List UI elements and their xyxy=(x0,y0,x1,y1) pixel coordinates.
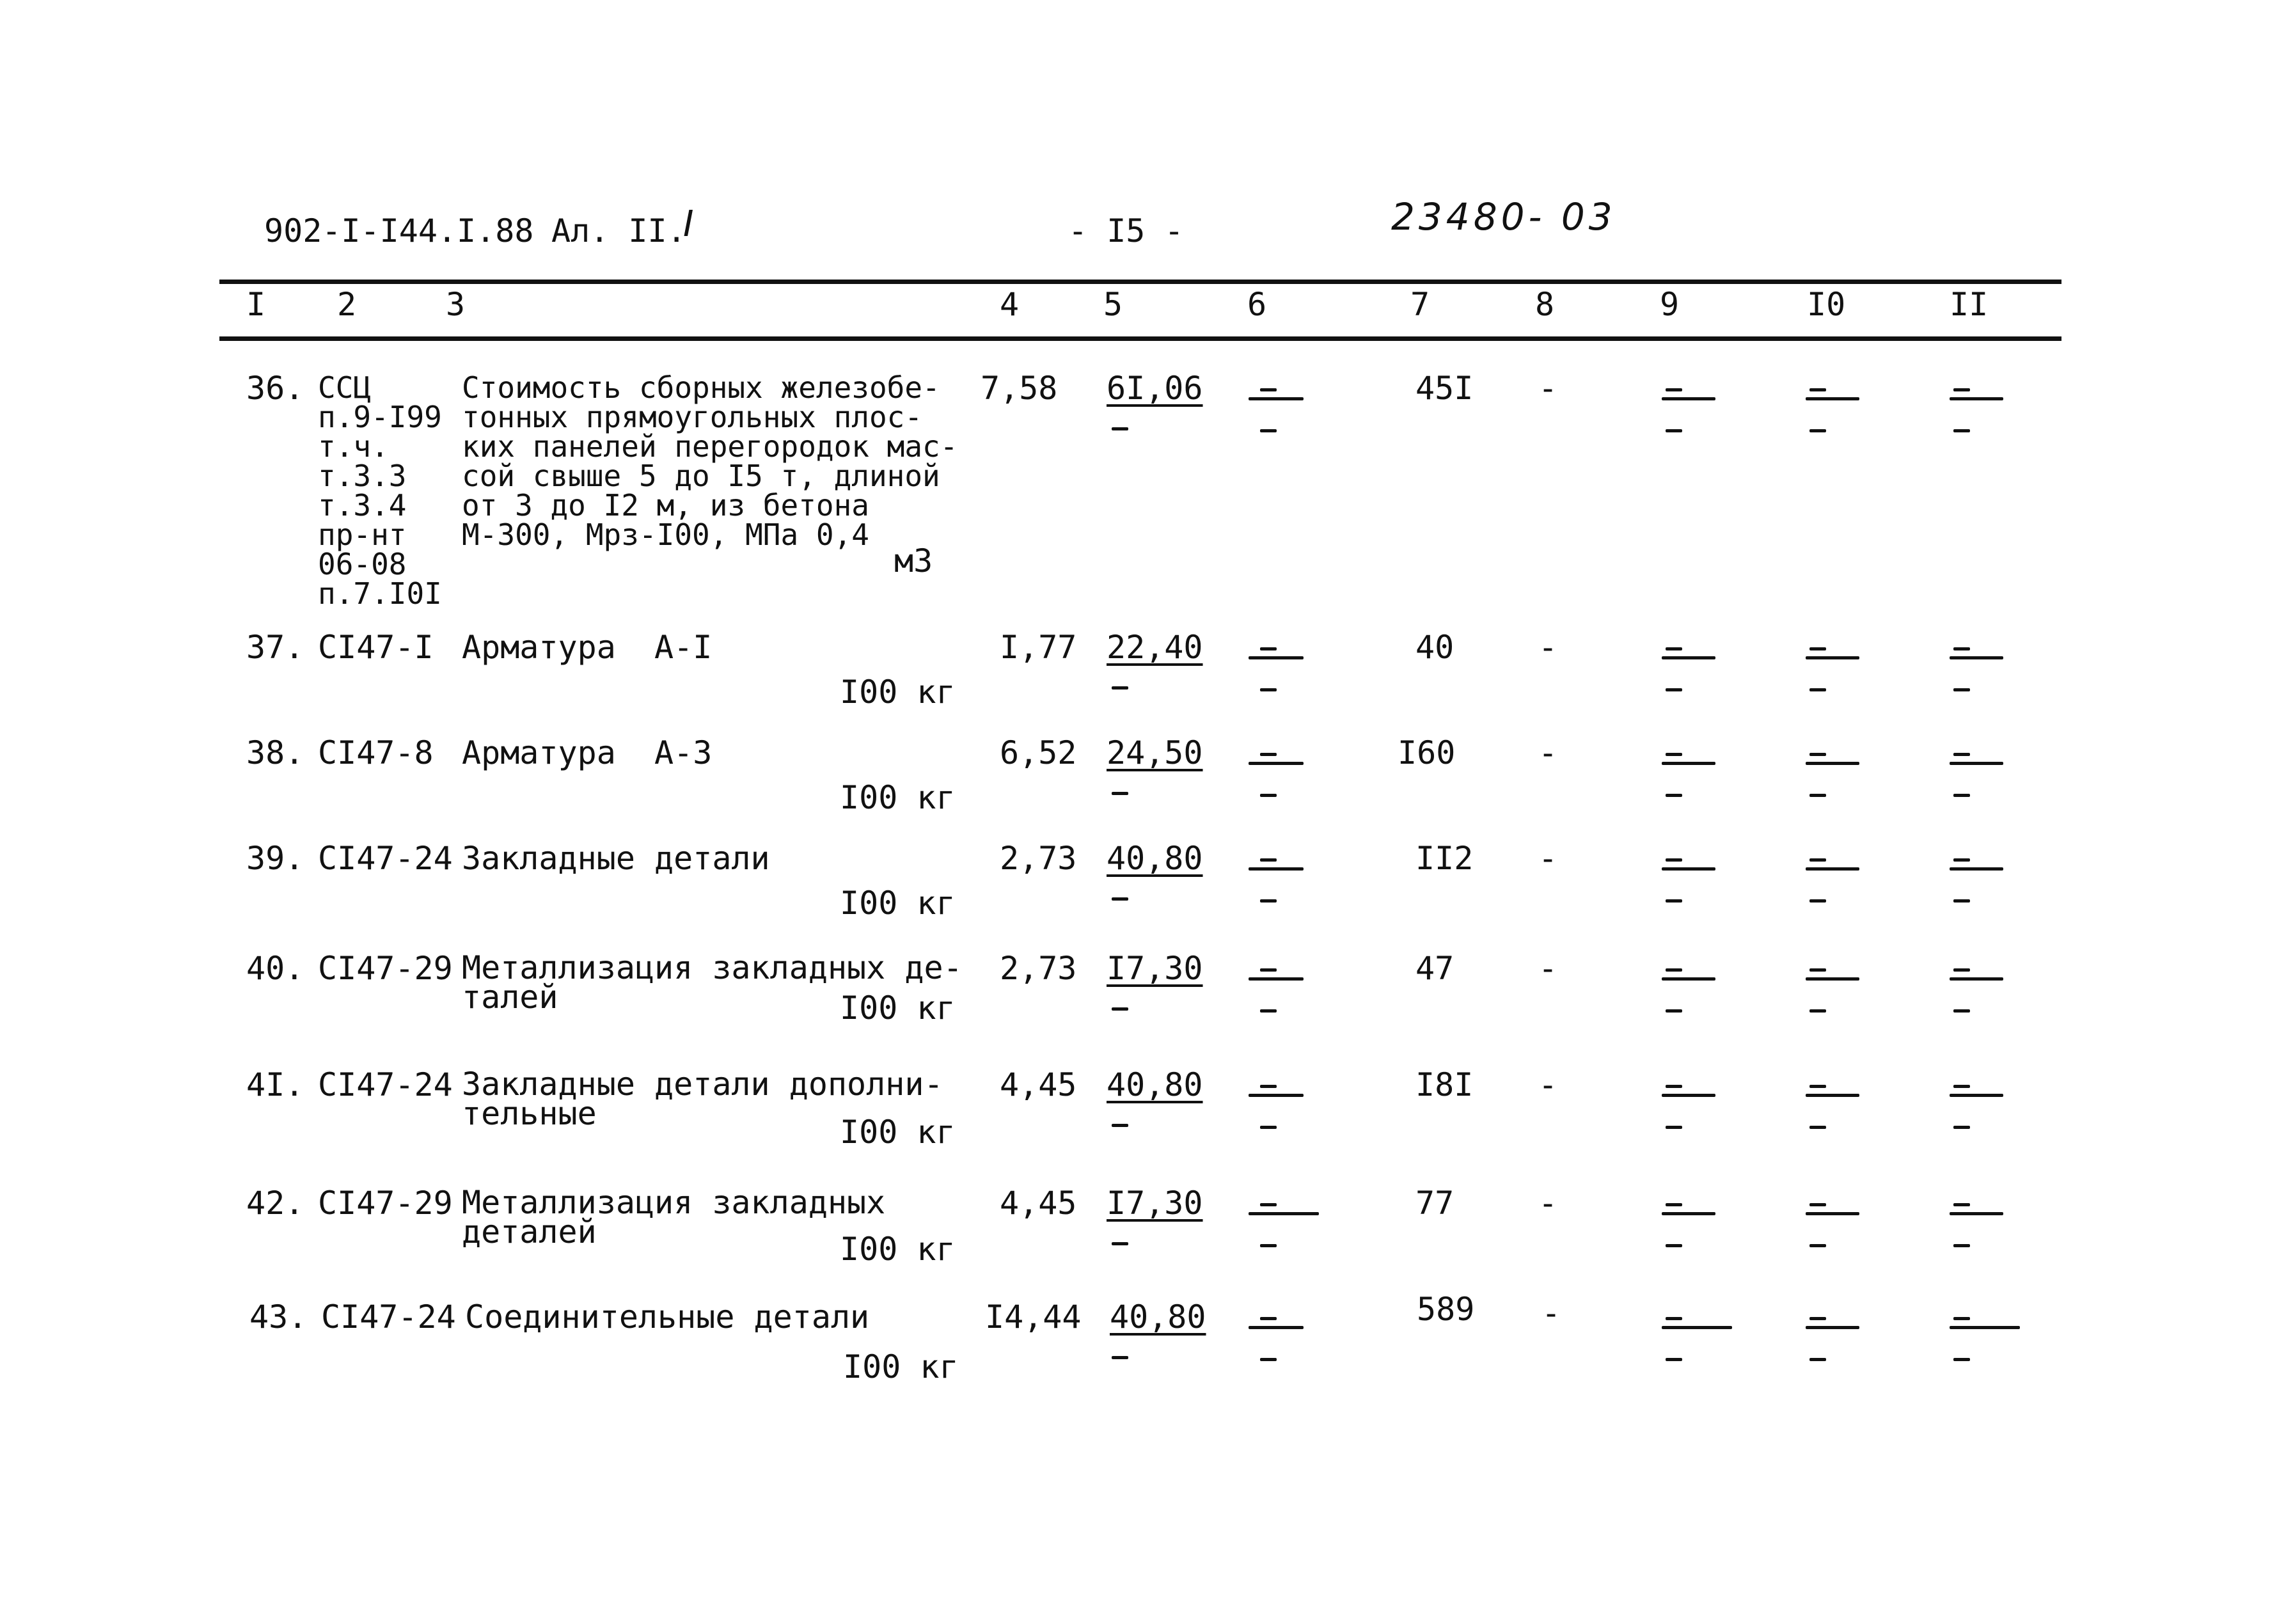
col-6-empty-dash xyxy=(1260,1009,1277,1013)
price-reference: CI47-I xyxy=(318,629,434,666)
price-reference: CI47-24 xyxy=(321,1298,456,1336)
col-10-empty-underline xyxy=(1806,397,1859,400)
column-header: 2 xyxy=(337,286,357,323)
unit: I00 кг xyxy=(840,1114,956,1151)
col-10-empty-underline xyxy=(1806,1094,1859,1097)
col-10-empty-dash xyxy=(1809,753,1826,756)
col-11-empty-dash xyxy=(1953,1358,1970,1361)
total-cost: 77 xyxy=(1415,1185,1454,1222)
row-number: 40. xyxy=(246,950,304,987)
col-10-empty-dash xyxy=(1809,1203,1826,1206)
column-header: 8 xyxy=(1535,286,1555,323)
unit: I00 кг xyxy=(840,779,956,816)
col-10-empty-dash xyxy=(1809,1244,1826,1247)
column-header: I xyxy=(246,286,266,323)
work-description: Закладные детали xyxy=(462,840,770,877)
row-number: 37. xyxy=(246,629,304,666)
quantity: 6,52 xyxy=(1000,734,1077,771)
col-9-empty-dash xyxy=(1666,858,1682,862)
col-9-empty-underline xyxy=(1662,977,1715,981)
quantity: 2,73 xyxy=(1000,840,1077,877)
col-11-empty-underline xyxy=(1950,1212,2003,1215)
col-5-empty-dash xyxy=(1112,686,1128,690)
col-5-empty-dash xyxy=(1112,427,1128,430)
col-11-empty-underline xyxy=(1950,1094,2003,1097)
col-10-empty-dash xyxy=(1809,968,1826,972)
col-6-empty-dash xyxy=(1260,968,1277,972)
album-number: Ал. II. xyxy=(551,212,686,249)
quantity: I,77 xyxy=(1000,629,1077,666)
col-6-empty-dash xyxy=(1260,794,1277,797)
col-6-empty-dash xyxy=(1260,1203,1277,1206)
work-description: Металлизация закладных деталей xyxy=(462,1184,886,1250)
col-9-empty-underline xyxy=(1662,397,1715,400)
col-10-empty-underline xyxy=(1806,762,1859,765)
col-9-empty-underline xyxy=(1662,656,1715,659)
row-number: 42. xyxy=(246,1185,304,1222)
column-header: 3 xyxy=(446,286,466,323)
unit-cost: I7,30 xyxy=(1107,1185,1203,1222)
work-description: Закладные детали дополни- тельные xyxy=(462,1066,943,1132)
col-10-empty-dash xyxy=(1809,858,1826,862)
column-header: II xyxy=(1950,286,1989,323)
col-5-empty-dash xyxy=(1112,792,1128,795)
col-9-empty-dash xyxy=(1666,753,1682,756)
col-5-empty-dash xyxy=(1112,1007,1128,1011)
handwritten-document-number: 23480- 03 xyxy=(1391,195,1616,239)
col-6-empty-dash xyxy=(1260,647,1277,650)
col-6-empty-dash xyxy=(1260,388,1277,391)
col-9-empty-dash xyxy=(1666,899,1682,903)
unit: I00 кг xyxy=(843,1348,959,1385)
unit: I00 кг xyxy=(840,1231,956,1268)
row-number: 38. xyxy=(246,734,304,771)
unit: I00 кг xyxy=(840,885,956,922)
price-reference: CI47-29 xyxy=(318,950,453,987)
col-10-empty-dash xyxy=(1809,1317,1826,1320)
col-9-empty-dash xyxy=(1666,1009,1682,1013)
col-9-empty-underline xyxy=(1662,1326,1732,1329)
col-8-dash: - xyxy=(1541,1295,1561,1332)
col-8-dash: - xyxy=(1538,629,1558,666)
col-9-empty-dash xyxy=(1666,388,1682,391)
quantity: 7,58 xyxy=(981,370,1058,407)
col-11-empty-dash xyxy=(1953,1244,1970,1247)
quantity: 4,45 xyxy=(1000,1185,1077,1222)
col-10-empty-dash xyxy=(1809,647,1826,650)
total-cost: 40 xyxy=(1415,629,1454,666)
price-reference: CI47-24 xyxy=(318,1066,453,1103)
unit-cost: 40,80 xyxy=(1107,840,1203,877)
col-9-empty-underline xyxy=(1662,1212,1715,1215)
col-5-empty-dash xyxy=(1112,897,1128,901)
col-10-empty-dash xyxy=(1809,1358,1826,1361)
col-8-dash: - xyxy=(1538,950,1558,987)
col-10-empty-dash xyxy=(1809,688,1826,691)
price-reference: CI47-24 xyxy=(318,840,453,877)
col-8-dash: - xyxy=(1538,1066,1558,1103)
col-6-empty-underline xyxy=(1249,867,1304,871)
col-11-empty-underline xyxy=(1950,1326,2020,1329)
col-9-empty-dash xyxy=(1666,1317,1682,1320)
page-number: - I5 - xyxy=(1068,212,1184,249)
document-code: 902-I-I44.I.88 xyxy=(264,212,534,249)
unit-cost: 24,50 xyxy=(1107,734,1203,771)
col-11-empty-underline xyxy=(1950,762,2003,765)
col-9-empty-underline xyxy=(1662,762,1715,765)
col-5-empty-dash xyxy=(1112,1124,1128,1127)
col-11-empty-dash xyxy=(1953,688,1970,691)
col-6-empty-dash xyxy=(1260,899,1277,903)
col-6-empty-dash xyxy=(1260,1126,1277,1129)
unit-cost: 40,80 xyxy=(1107,1066,1203,1103)
col-9-empty-dash xyxy=(1666,968,1682,972)
unit: I00 кг xyxy=(840,674,956,711)
total-cost: I8I xyxy=(1415,1066,1474,1103)
col-11-empty-underline xyxy=(1950,656,2003,659)
col-6-empty-underline xyxy=(1249,1094,1304,1097)
total-cost: I60 xyxy=(1398,734,1456,771)
col-11-empty-underline xyxy=(1950,867,2003,871)
col-10-empty-dash xyxy=(1809,1085,1826,1088)
col-6-empty-dash xyxy=(1260,1085,1277,1088)
col-9-empty-dash xyxy=(1666,794,1682,797)
column-header: 5 xyxy=(1103,286,1123,323)
col-6-empty-dash xyxy=(1260,858,1277,862)
col-11-empty-dash xyxy=(1953,1085,1970,1088)
col-10-empty-dash xyxy=(1809,1126,1826,1129)
col-9-empty-dash xyxy=(1666,647,1682,650)
col-6-empty-dash xyxy=(1260,1358,1277,1361)
col-11-empty-dash xyxy=(1953,753,1970,756)
col-6-empty-underline xyxy=(1249,397,1304,400)
col-6-empty-dash xyxy=(1260,429,1277,432)
unit: м3 xyxy=(894,542,933,579)
album-handwritten-mark: I xyxy=(683,203,698,245)
col-10-empty-dash xyxy=(1809,899,1826,903)
col-10-empty-underline xyxy=(1806,1212,1859,1215)
col-11-empty-dash xyxy=(1953,1317,1970,1320)
col-9-empty-underline xyxy=(1662,867,1715,871)
col-11-empty-dash xyxy=(1953,899,1970,903)
col-10-empty-underline xyxy=(1806,1326,1859,1329)
col-9-empty-underline xyxy=(1662,1094,1715,1097)
unit-cost: 6I,06 xyxy=(1107,370,1203,407)
table-top-rule xyxy=(219,280,2061,284)
col-10-empty-underline xyxy=(1806,977,1859,981)
col-11-empty-dash xyxy=(1953,858,1970,862)
row-number: 36. xyxy=(246,370,304,407)
col-11-empty-dash xyxy=(1953,794,1970,797)
price-reference: ССЦ п.9-I99 т.ч. т.3.3 т.3.4 пр-нт 06-08 п.7.I0I xyxy=(318,370,442,611)
column-header: 4 xyxy=(1000,286,1020,323)
row-number: 43. xyxy=(249,1298,308,1336)
total-cost: 589 xyxy=(1417,1291,1475,1328)
col-8-dash: - xyxy=(1538,734,1558,771)
col-11-empty-dash xyxy=(1953,647,1970,650)
col-8-dash: - xyxy=(1538,840,1558,877)
col-8-dash: - xyxy=(1538,1185,1558,1222)
col-6-empty-underline xyxy=(1249,762,1304,765)
col-6-empty-underline xyxy=(1249,977,1304,981)
col-6-empty-underline xyxy=(1249,656,1304,659)
table-header-bottom-rule xyxy=(219,336,2061,341)
col-11-empty-dash xyxy=(1953,388,1970,391)
col-10-empty-dash xyxy=(1809,388,1826,391)
work-description: Стоимость сборных железобе- тонных прямоугольных плос- ких панелей перегородок мас- сой свыше 5 до I5 т, длиной от 3 до I2 м, из бетона М-300, Мрз-I00, МПа 0,4 xyxy=(462,370,958,552)
column-header: 9 xyxy=(1660,286,1680,323)
col-5-empty-dash xyxy=(1112,1356,1128,1359)
column-header: 6 xyxy=(1247,286,1267,323)
col-10-empty-underline xyxy=(1806,867,1859,871)
unit-cost: 40,80 xyxy=(1110,1298,1206,1336)
column-header: 7 xyxy=(1410,286,1430,323)
col-9-empty-dash xyxy=(1666,1358,1682,1361)
col-10-empty-dash xyxy=(1809,429,1826,432)
total-cost: 47 xyxy=(1415,950,1454,987)
col-9-empty-dash xyxy=(1666,1203,1682,1206)
work-description: Арматура А-3 xyxy=(462,734,713,771)
quantity: I4,44 xyxy=(985,1298,1082,1336)
row-number: 39. xyxy=(246,840,304,877)
unit: I00 кг xyxy=(840,989,956,1027)
quantity: 2,73 xyxy=(1000,950,1077,987)
col-11-empty-underline xyxy=(1950,977,2003,981)
col-10-empty-underline xyxy=(1806,656,1859,659)
total-cost: 45I xyxy=(1415,370,1474,407)
col-6-empty-dash xyxy=(1260,1244,1277,1247)
col-6-empty-dash xyxy=(1260,753,1277,756)
col-9-empty-dash xyxy=(1666,429,1682,432)
col-11-empty-dash xyxy=(1953,429,1970,432)
total-cost: II2 xyxy=(1415,840,1474,877)
col-10-empty-dash xyxy=(1809,794,1826,797)
price-reference: CI47-8 xyxy=(318,734,434,771)
col-9-empty-dash xyxy=(1666,1126,1682,1129)
quantity: 4,45 xyxy=(1000,1066,1077,1103)
col-11-empty-underline xyxy=(1950,397,2003,400)
col-10-empty-dash xyxy=(1809,1009,1826,1013)
col-9-empty-dash xyxy=(1666,688,1682,691)
col-11-empty-dash xyxy=(1953,968,1970,972)
work-description: Арматура А-I xyxy=(462,629,713,666)
price-reference: CI47-29 xyxy=(318,1185,453,1222)
col-11-empty-dash xyxy=(1953,1203,1970,1206)
col-11-empty-dash xyxy=(1953,1009,1970,1013)
col-11-empty-dash xyxy=(1953,1126,1970,1129)
row-number: 4I. xyxy=(246,1066,304,1103)
unit-cost: 22,40 xyxy=(1107,629,1203,666)
col-6-empty-dash xyxy=(1260,688,1277,691)
col-6-empty-dash xyxy=(1260,1317,1277,1320)
work-description: Соединительные детали xyxy=(465,1298,870,1336)
col-9-empty-dash xyxy=(1666,1244,1682,1247)
col-6-empty-underline xyxy=(1249,1326,1304,1329)
unit-cost: I7,30 xyxy=(1107,950,1203,987)
column-header: I0 xyxy=(1807,286,1846,323)
col-9-empty-dash xyxy=(1666,1085,1682,1088)
col-5-empty-dash xyxy=(1112,1242,1128,1245)
col-6-empty-underline xyxy=(1249,1212,1319,1215)
col-8-dash: - xyxy=(1538,370,1558,407)
work-description: Металлизация закладных де- талей xyxy=(462,949,963,1016)
